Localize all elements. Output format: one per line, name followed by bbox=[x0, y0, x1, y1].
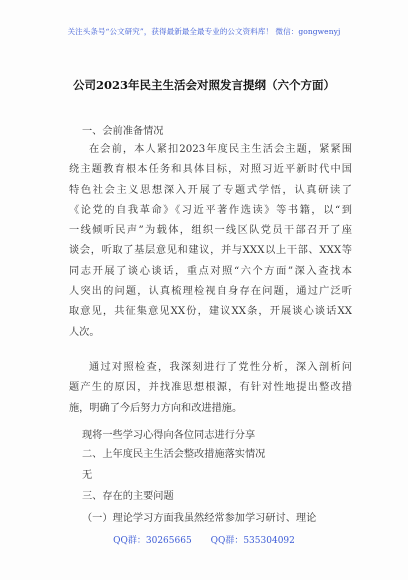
paragraph-line: 《论党的自我革命》《习近平著作选读》等书籍，以“到 bbox=[69, 204, 352, 216]
footer-contact bbox=[0, 533, 408, 546]
paragraph-line: 人次。 bbox=[69, 326, 100, 338]
paragraph-self-analysis bbox=[69, 358, 352, 419]
paragraph-sharing: 现将一些学习心得向各位同志进行分享 bbox=[82, 430, 256, 441]
paragraph-line: 取意见，共征集意见XX份，建议XX条，开展谈心谈话XX bbox=[69, 306, 352, 318]
footer-qq-group-2: QQ群：535304092 bbox=[210, 536, 295, 546]
paragraph-line: 施，明确了今后努力方向和改进措施。 bbox=[69, 402, 243, 414]
section2-content: 无 bbox=[82, 470, 93, 481]
paragraph-line: 题产生的原因，并找准思想根源，有针对性地提出整改措 bbox=[69, 382, 352, 394]
paragraph-line: 通过对照检查，我深刻进行了党性分析，深入剖析问 bbox=[89, 362, 352, 373]
paragraph-line: 同志开展了谈心谈话，重点对照“六个方面”深入查找本 bbox=[69, 265, 352, 277]
header-promo-note: 关注头条号“公文研究”，获得最新最全最专业的公文资料库！ 微信：gongwenyj bbox=[67, 27, 341, 36]
paragraph-line: 谈会，听取了基层意见和建议，并与XXX以上干部、XXX等 bbox=[69, 245, 352, 257]
subsection1-heading: （一）理论学习方面我虽然经常参加学习研讨、理论 bbox=[82, 513, 317, 524]
paragraph-line: 特色社会主义思想深入开展了专题式学悟，认真研读了 bbox=[69, 184, 352, 196]
paragraph-line: 人突出的问题，认真梳理检视自身存在问题，通过广泛听 bbox=[69, 286, 352, 298]
paragraph-line: 一线倾听民声”为载体，组织一线区队党员干部召开了座 bbox=[69, 225, 352, 237]
paragraph-line: 绕主题教育根本任务和具体目标，对照习近平新时代中国 bbox=[69, 164, 352, 176]
document-title: 公司2023年民主生活会对照发言提纲（六个方面） bbox=[72, 78, 335, 92]
section2-heading: 二、上年度民主生活会整改措施落实情况 bbox=[82, 449, 266, 460]
paragraph-meeting-preparation bbox=[69, 140, 352, 343]
paragraph-line: 在会前，本人紧扣2023年度民主生活会主题，紧紧围 bbox=[89, 144, 352, 155]
footer-qq-group-1: QQ群：30265665 bbox=[113, 536, 192, 546]
section3-heading: 三、存在的主要问题 bbox=[82, 491, 174, 502]
section1-heading: 一、会前准备情况 bbox=[82, 126, 164, 137]
